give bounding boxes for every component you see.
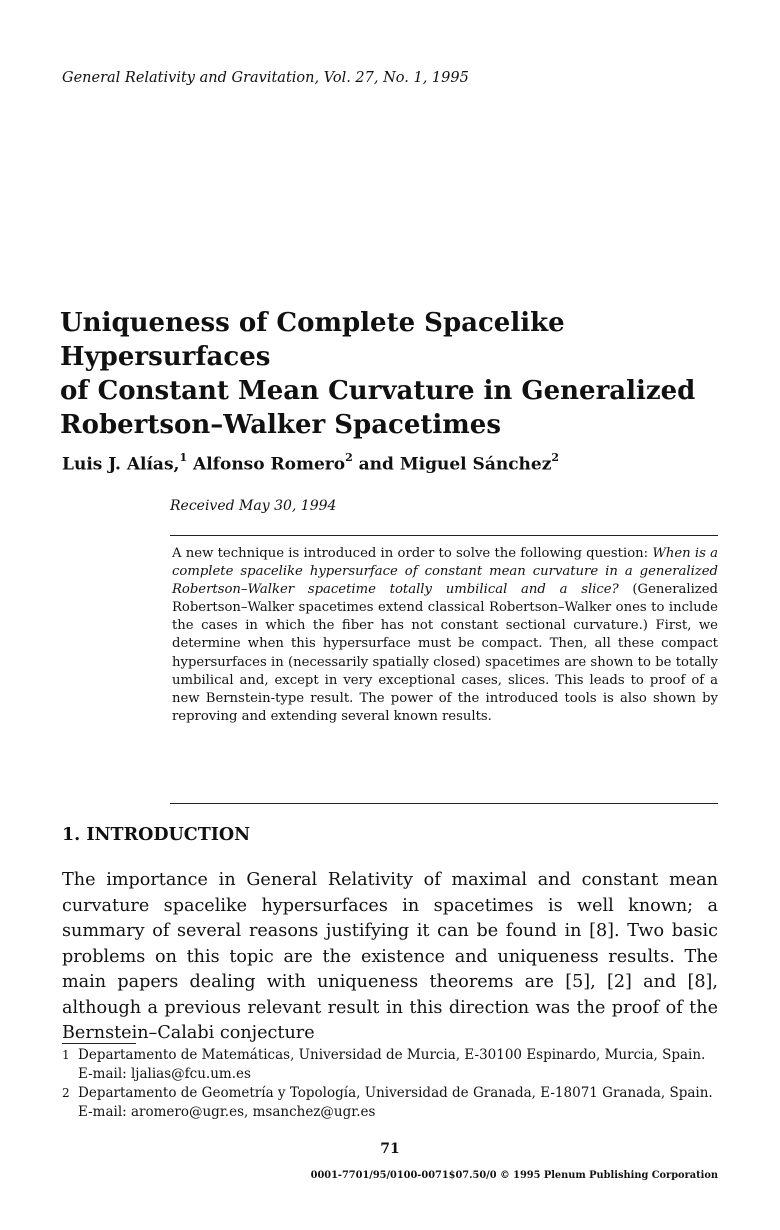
abstract-top-rule [170,535,718,536]
received-date: Received May 30, 1994 [170,498,337,514]
page-number: 71 [380,1141,400,1157]
abstract-text: (Generalized Robertson–Walker spacetimes extend classical Robertson–Walker ones to include the cases in which the fiber has not constant sectional curvature.) First, we determine when this hypersurface must be compact. Then, all these compact hypersurfaces in (necessarily spatially closed) spacetimes are shown to be totally umbilical and, except in very exceptional cases, slices. This leads to proof of a new Bernstein-type result. The power of the introduced tools is also shown by reproving and extending several known results. [172,582,718,724]
footnote-marker: 2 [62,1086,70,1100]
abstract-question: When is a complete spacelike hypersurface of constant mean curvature in a generalized Robertson–Walker spacetime totally umbilical and a slice? [172,546,718,598]
copyright-line: 0001-7701/95/0100-0071$07.50/0 © 1995 Plenum Publishing Corporation [310,1170,718,1181]
paper-title [60,306,740,442]
abstract-text: A new technique is introduced in order to solve the following question: [172,546,653,561]
footnote-text: Departamento de Matemáticas, Universidad de Murcia, E-30100 Espinardo, Murcia, Spain. E-mail: ljalias@fcu.um.es [78,1047,706,1082]
footnote [62,1084,722,1122]
title-line: of Constant Mean Curvature in Generalized [60,376,696,406]
affiliation-marker: 2 [345,451,353,464]
affiliation-marker: 1 [179,451,188,464]
footnote-rule [62,1043,136,1044]
conjunction: and [358,454,394,475]
title-line: Robertson–Walker Spacetimes [60,410,501,440]
footnotes [62,1046,722,1122]
affiliation-marker: 2 [551,451,560,464]
title-line: Uniqueness of Complete Spacelike Hypersurfaces [60,308,565,372]
intro-paragraph: The importance in General Relativity of maximal and constant mean curvature spacelike hypersurfaces in spacetimes is well known; a summary of several reasons justifying it can be found in [8]. Two basic problems on this topic are the existence and uniqueness results. The main papers dealing with uniqueness theorems are [5], [2] and [8], although a previous relevant result in this direction was the proof of the Bernstein–Calabi conjecture [62,870,718,1043]
footnote-marker: 1 [62,1048,70,1062]
section-heading: 1. INTRODUCTION [62,825,251,845]
author-name: Miguel Sánchez [399,454,552,475]
abstract-bottom-rule [170,803,718,804]
footnote [62,1046,722,1084]
author-name: Luis J. Alías, [62,454,180,475]
author-name: Alfonso Romero [193,454,346,475]
author-list [62,453,559,475]
abstract [172,545,718,726]
journal-citation: General Relativity and Gravitation, Vol. 27, No. 1, 1995 [62,70,469,86]
footnote-text: Departamento de Geometría y Topología, Universidad de Granada, E-18071 Granada, Spain. E-mail: aromero@ugr.es, msanchez@ugr.es [78,1085,713,1120]
